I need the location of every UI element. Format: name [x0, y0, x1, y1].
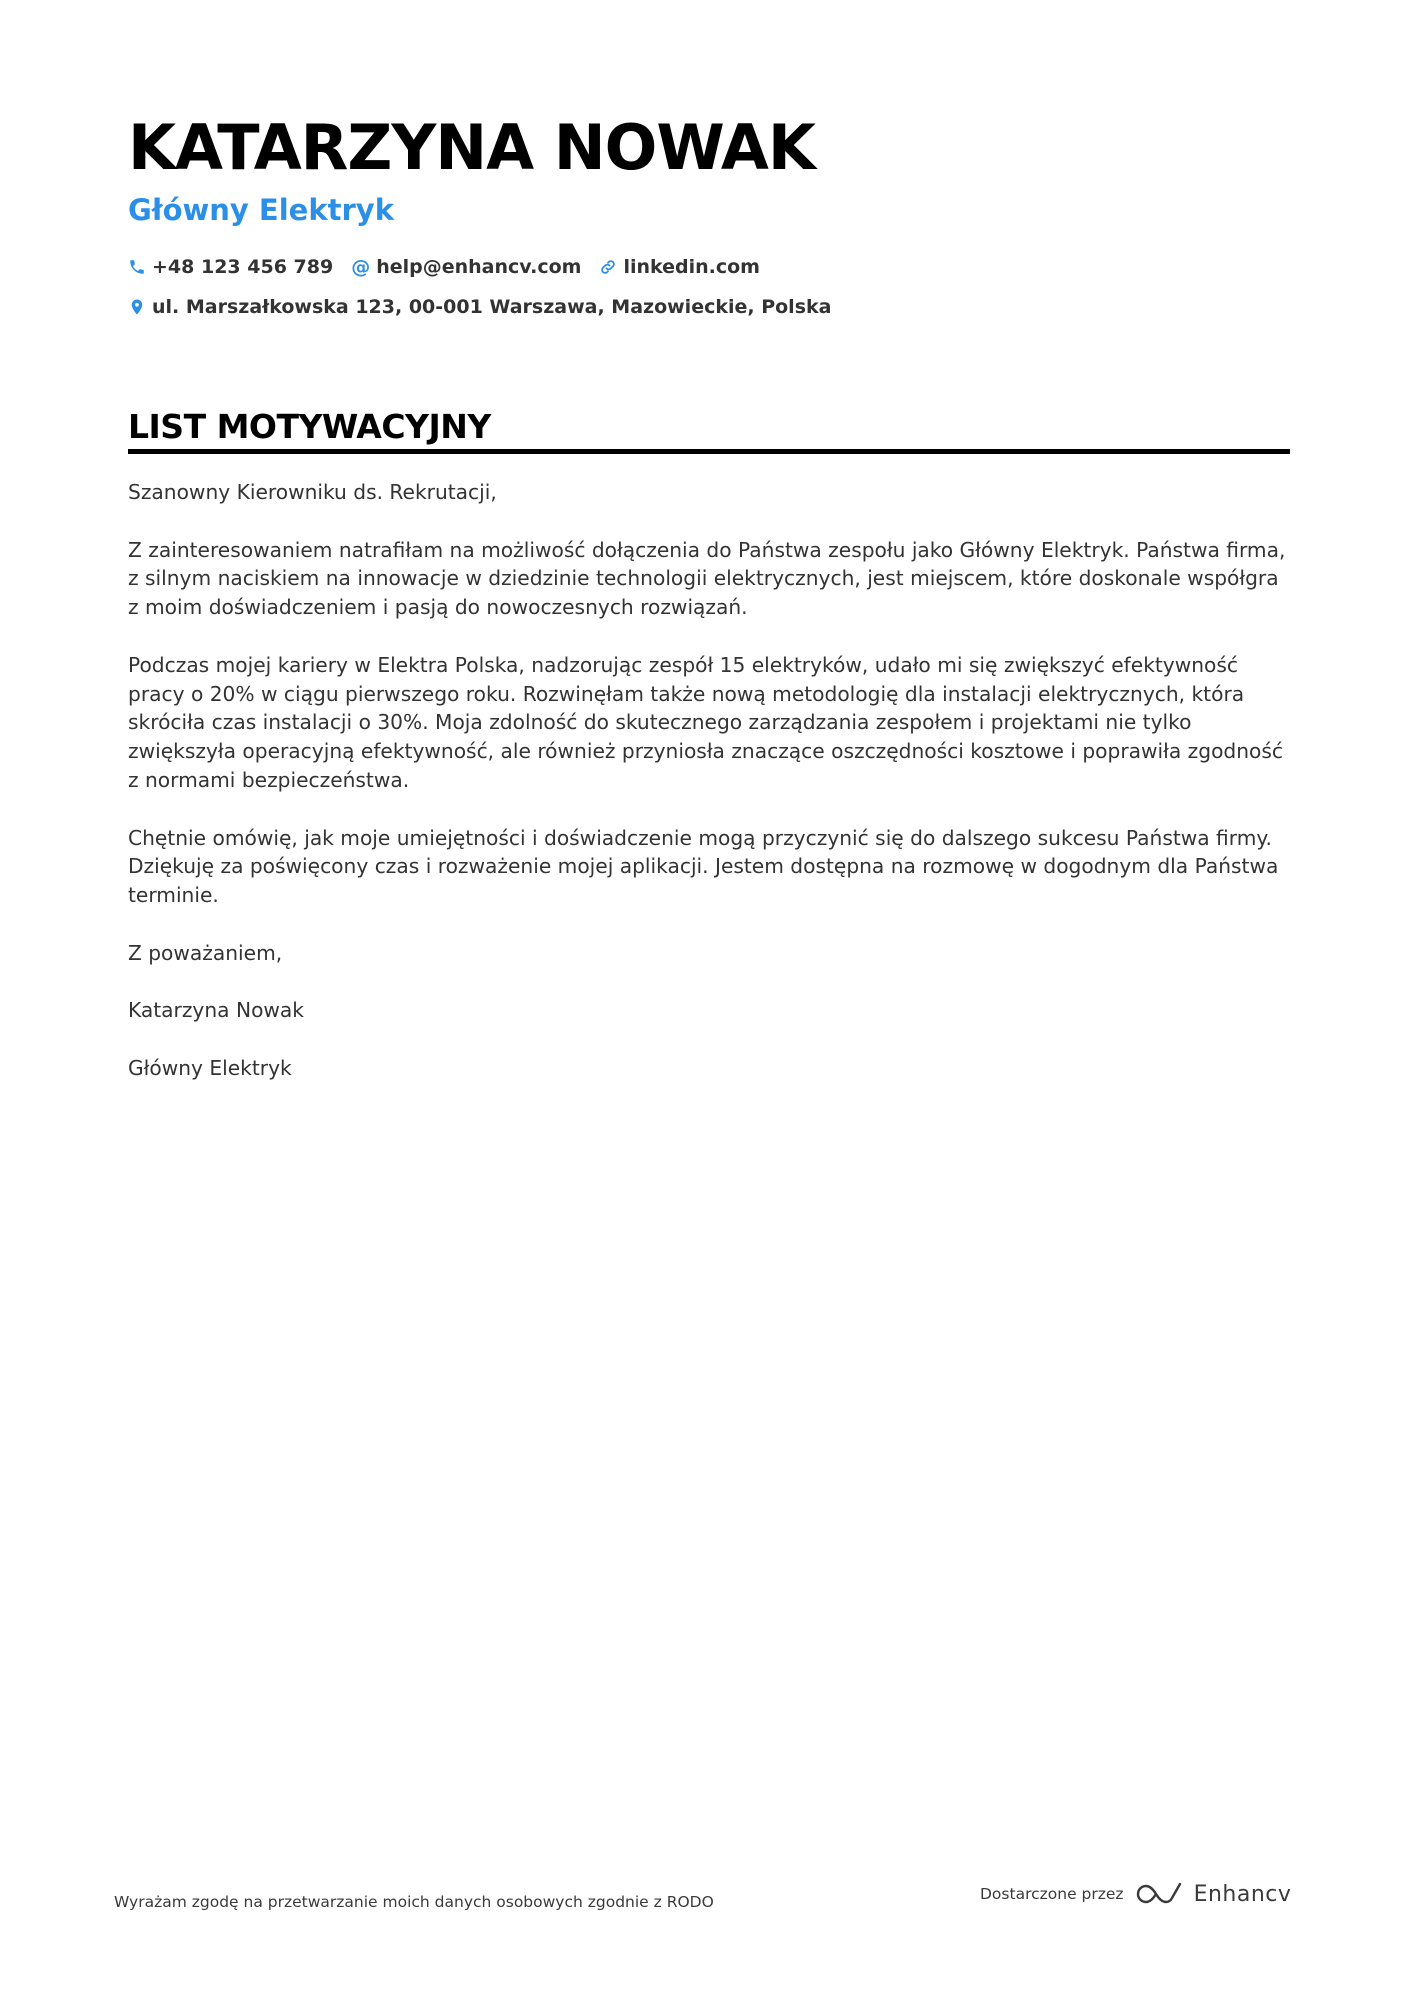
phone-text: +48 123 456 789 — [152, 256, 334, 278]
brand-name[interactable]: Enhancv — [1193, 1881, 1292, 1907]
address-text: ul. Marszałkowska 123, 00-001 Warszawa, Mazowieckie, Polska — [152, 296, 832, 318]
letter-closing: Z poważaniem, — [128, 940, 283, 965]
location-pin-icon — [128, 298, 146, 316]
letter-paragraph: Chętnie omówię, jak moje umiejętności i doświadczenie mogą przyczynić się do dalszego sukcesu Państwa firmy. Dziękuję za poświęcony czas i rozważenie mojej aplikacji. Jestem dostępna na rozmowę w dogodnym dla Państwa terminie. — [128, 825, 1279, 908]
link-icon — [599, 258, 617, 276]
contact-phone — [128, 256, 333, 278]
provided-by-label: Dostarczone przez — [980, 1885, 1124, 1903]
letter-greeting: Szanowny Kierowniku ds. Rekrutacji, — [128, 480, 497, 504]
letter-body — [128, 478, 1290, 1112]
letter-paragraph: Z zainteresowaniem natrafiłam na możliwość dołączenia do Państwa zespołu jako Główny Elektryk. Państwa firma, z silnym naciskiem na innowacje w dziedzinie technologii elektrycznych, jest miejscem, które doskonale współgra z moim doświadczeniem i pasją do nowoczesnych rozwiązań. — [128, 537, 1286, 620]
signature-role: Główny Elektryk — [128, 1055, 292, 1080]
section-divider — [128, 449, 1290, 454]
enhancv-logo-icon — [1136, 1880, 1184, 1908]
footer-branding[interactable] — [980, 1880, 1291, 1908]
contact-email[interactable] — [351, 256, 581, 278]
signature-name: Katarzyna Nowak — [128, 998, 304, 1023]
candidate-name: KATARZYNA NOWAK — [128, 111, 815, 184]
at-icon: @ — [351, 256, 371, 278]
candidate-role: Główny Elektryk — [128, 193, 394, 227]
section-title: LIST MOTYWACYJNY — [128, 407, 491, 446]
contact-row-address — [128, 292, 849, 322]
phone-icon — [128, 258, 146, 276]
link-text[interactable]: linkedin.com — [623, 256, 760, 278]
letter-paragraph: Podczas mojej kariery w Elektra Polska, nadzorując zespół 15 elektryków, udało mi się zwiększyć efektywność pracy o 20% w ciągu pierwszego roku. Rozwinęłam także nową metodologię dla instalacji elektrycznych, która skróciła czas instalacji o 30%. Moja zdolność do skutecznego zarządzania zespołem i projektami nie tylko zwiększyła operacyjną efektywność, ale również przyniosła znaczące oszczędności kosztowe i poprawiła zgodność z normami bezpieczeństwa. — [128, 652, 1283, 792]
gdpr-consent-note: Wyrażam zgodę na przetwarzanie moich danych osobowych zgodnie z RODO — [114, 1893, 714, 1911]
contact-link[interactable] — [599, 256, 760, 278]
email-text[interactable]: help@enhancv.com — [376, 256, 582, 278]
contact-row-primary — [128, 252, 778, 282]
contact-address — [128, 296, 831, 318]
